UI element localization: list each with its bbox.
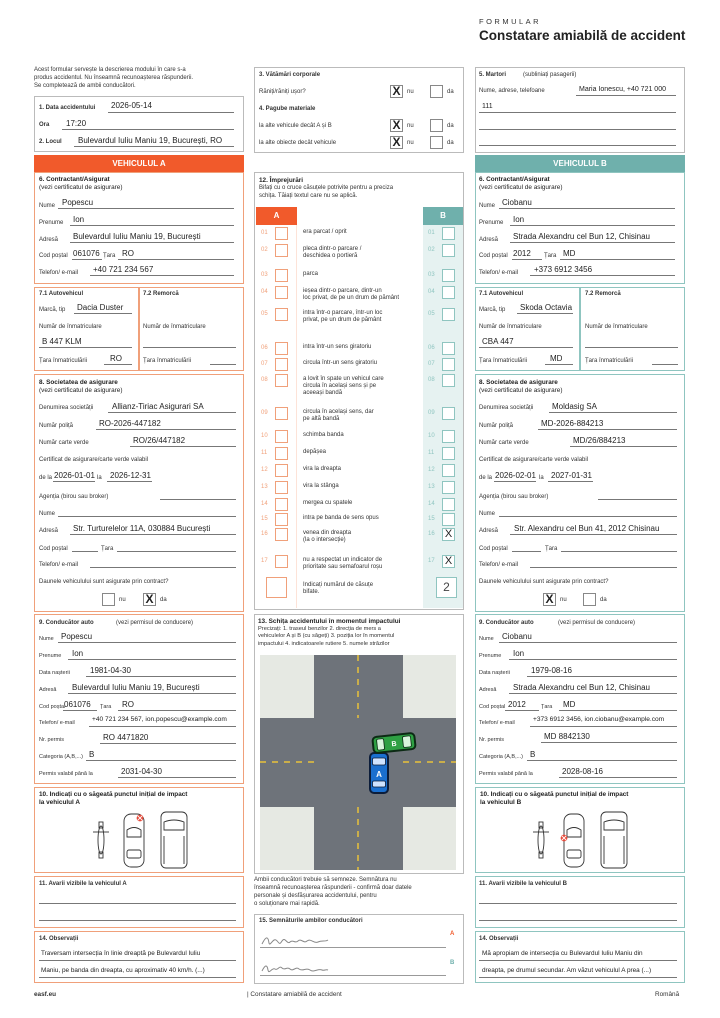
circ-checkbox-a-06[interactable]	[275, 342, 288, 355]
circ-num-a: 11	[261, 450, 268, 456]
insurer-b-valid-to[interactable]: 2027-01-31	[551, 471, 592, 480]
intro-text: Acest formular servește la descrierea modului în care s-a produs accidentul. Nu înseamnă recunoașterea răspunderii. Se completează de ambii conducători.	[34, 67, 194, 89]
damage-a-line[interactable]	[39, 903, 236, 904]
vehicle-a-reg-country[interactable]: RO	[110, 354, 122, 363]
circ-num-b: 02	[428, 247, 435, 253]
circ-num-a: 16	[261, 531, 268, 537]
circ-num-b: 10	[428, 433, 435, 439]
circ-checkbox-a-10[interactable]	[275, 430, 288, 443]
insurer-a-address[interactable]: Str. Turturelelor 11A, 030884 București	[73, 524, 211, 533]
driver-a-country[interactable]: RO	[122, 700, 134, 709]
damage-objects-yes-checkbox[interactable]	[430, 136, 443, 149]
circ-checkbox-a-02[interactable]	[275, 244, 288, 257]
form-kicker: FORMULAR	[479, 17, 542, 26]
circ-num-b: 09	[428, 410, 435, 416]
circ-checkbox-a-13[interactable]	[275, 481, 288, 494]
circ-checkbox-a-08[interactable]	[275, 374, 288, 387]
observations-b-line-1[interactable]: Mă apropiam de intersecția cu Bulevardul Iuliu Maniu din	[482, 950, 643, 957]
truck-top-icon	[601, 812, 627, 868]
circ-num-b: 12	[428, 467, 435, 473]
driver-b-category[interactable]: B	[530, 750, 536, 759]
driver-b-birthdate[interactable]: 1979-08-16	[531, 666, 572, 675]
driver-a-category[interactable]: B	[89, 750, 95, 759]
circ-num-b: 04	[428, 289, 435, 295]
signature-a[interactable]	[260, 934, 330, 948]
location-value[interactable]: Bulevardul Iuliu Maniu 19, București, RO	[78, 136, 223, 145]
date-value[interactable]: 2026-05-14	[111, 101, 152, 110]
damage-b-line[interactable]	[479, 920, 677, 921]
circ-checkbox-b-02[interactable]	[442, 244, 455, 257]
policyholder-a-address[interactable]: Bulevardul Iuliu Maniu 19, București	[73, 232, 201, 241]
damage-vehicles-yes-checkbox[interactable]	[430, 119, 443, 132]
circ-text-03: parca	[303, 271, 319, 277]
page-title: Constatare amiabilă de accident	[479, 28, 686, 43]
insured-a-yes-checkbox[interactable]: X	[143, 593, 156, 606]
circ-checkbox-b-11[interactable]	[442, 447, 455, 460]
circ-checkbox-b-10[interactable]	[442, 430, 455, 443]
circ-checkbox-b-14[interactable]	[442, 498, 455, 511]
circ-checkbox-a-09[interactable]	[275, 407, 288, 420]
circ-checkbox-b-04[interactable]	[442, 286, 455, 299]
signature-note: Ambii conducători trebuie să semneze. Semnătura nu înseamnă recunoașterea răspunderii - confirmă doar datele personale și desfășurarea accidentului, pentru o soluționare mai rapidă.	[254, 877, 412, 907]
policyholder-a-title: 6. Contractant/Asigurat (vezi certificatul de asigurare)	[39, 176, 123, 191]
circ-text-09: circula în același sens, dar pe altă bandă	[303, 409, 374, 423]
circ-num-a: 02	[261, 247, 268, 253]
circ-text-04: ieșea dintr-o parcare, dintr-un loc privat, de pe un drum de pământ	[303, 288, 400, 302]
policyholder-b-postcode[interactable]: 2012	[513, 249, 531, 258]
injuries-yes-checkbox[interactable]	[430, 85, 443, 98]
damage-a-title: 11. Avarii vizibile la vehiculul A	[39, 881, 127, 887]
circ-checkbox-a-03[interactable]	[275, 269, 288, 282]
circ-num-a: 05	[261, 311, 268, 317]
witnesses-value-2[interactable]: 111	[482, 103, 493, 110]
policyholder-b-title: 6. Contractant/Asigurat (vezi certificatul de asigurare)	[479, 176, 563, 191]
insurer-b-policy[interactable]: MD-2026-884213	[541, 419, 604, 428]
circ-checkbox-b-12[interactable]	[442, 464, 455, 477]
witnesses-title: 5. Martori	[479, 72, 507, 78]
circ-num-b: 05	[428, 311, 435, 317]
vehicle-b-reg-country[interactable]: MD	[550, 354, 563, 363]
insurer-a-green-card[interactable]: RO/26/447182	[133, 436, 186, 445]
damage-objects-no-checkbox[interactable]: X	[390, 136, 403, 149]
impact-point-a-title: 10. Indicați cu o săgeată punctul inițial de impact la vehiculul A	[39, 791, 188, 806]
time-value[interactable]: 17:20	[66, 119, 87, 128]
vehicle-b-make[interactable]: Skoda Octavia	[520, 303, 573, 312]
policyholder-b-surname[interactable]: Ciobanu	[502, 198, 532, 207]
driver-a-address[interactable]: Bulevardul Iuliu Maniu 19, București	[72, 683, 200, 692]
circ-text-05: intra într-o parcare, într-un loc privat, pe un drum de pământ	[303, 310, 383, 324]
insurer-b-name[interactable]: Moldasig SA	[552, 402, 597, 411]
damage-title: 4. Pagube materiale	[259, 106, 316, 112]
circumstances-title: 12. Împrejurări	[259, 177, 304, 184]
circ-num-a: 17	[261, 558, 268, 564]
column-b-header: B	[423, 207, 463, 225]
damage-vehicles-no-checkbox[interactable]: X	[390, 119, 403, 132]
truck-top-icon	[161, 812, 187, 868]
circ-text-11: depășea	[303, 449, 327, 455]
circ-text-07: circula într-un sens giratoriu	[303, 360, 378, 366]
circ-num-b: 16	[428, 531, 435, 537]
sketch-desc: Precizați: 1. traseul benzilor 2. direcția de mers a vehiculelor A și B (cu săgeți) 3. poziția lor în momentul impactului 4. indicatoarele rutiere 5. numele străzilor	[258, 626, 395, 647]
circ-checkbox-b-13[interactable]	[442, 481, 455, 494]
circ-checkbox-b-03[interactable]	[442, 269, 455, 282]
damage-objects-question: la alte obiecte decât vehicule	[259, 140, 337, 146]
circ-text-15: intra pe banda de sens opus	[303, 515, 379, 521]
observations-a-line-1[interactable]: Traversam intersecția în linie dreaptă pe Bulevardul Iuliu	[41, 950, 201, 957]
date-label: 1. Data accidentului	[39, 105, 96, 111]
circ-checkbox-b-01[interactable]	[442, 227, 455, 240]
driver-a-license[interactable]: RO 4471820	[103, 733, 149, 742]
circ-checkbox-b-07[interactable]	[442, 358, 455, 371]
circumstances-desc: Bifați cu o cruce căsuțele potrivite pentru a preciza schița. Tăiați textul care nu se aplică.	[259, 185, 394, 199]
circ-text-16: venea din dreapta (la o intersecție)	[303, 530, 352, 544]
circ-checkbox-a-04[interactable]	[275, 286, 288, 299]
circ-checkbox-b-16[interactable]: X	[442, 528, 455, 541]
injuries-question: Răniți/răniți ușor?	[259, 89, 306, 95]
motorcycle-icon	[93, 822, 109, 858]
circ-checkbox-a-17[interactable]	[275, 555, 288, 568]
policyholder-a-country[interactable]: RO	[122, 249, 134, 258]
vehicle-a-diagram[interactable]	[90, 810, 190, 870]
driver-a-license-valid[interactable]: 2031-04-30	[121, 767, 162, 776]
circ-num-a: 14	[261, 501, 268, 507]
circ-text-01: era parcat / oprit	[303, 229, 347, 235]
impact-point-b-title: 10. Indicați cu o săgeată punctul inițial de impact la vehiculul B	[480, 791, 629, 806]
circ-total-b[interactable]: 2	[436, 577, 457, 598]
circ-checkbox-a-16[interactable]	[275, 528, 288, 541]
injuries-title: 3. Vătămări corporale	[259, 72, 321, 78]
signature-b-label: B	[450, 960, 455, 966]
witnesses-label: Nume, adrese, telefoane	[479, 88, 545, 94]
signature-a-label: A	[450, 931, 455, 937]
circ-num-b: 08	[428, 377, 435, 383]
column-a-header: A	[256, 207, 297, 225]
motorcycle-icon	[533, 822, 549, 858]
circ-total-label: Indicați numărul de căsuțe bifate.	[303, 582, 374, 596]
car-top-icon	[564, 814, 584, 867]
circ-num-b: 14	[428, 501, 435, 507]
insurer-b-address[interactable]: Str. Alexandru cel Bun 41, 2012 Chisinau	[514, 524, 660, 533]
signature-b[interactable]	[260, 962, 330, 976]
circ-num-a: 08	[261, 377, 268, 383]
circ-num-b: 03	[428, 272, 435, 278]
car-a-label: A	[376, 770, 382, 779]
driver-b-license[interactable]: MD 8842130	[544, 732, 590, 741]
time-label: Ora	[39, 122, 50, 128]
driver-a-birthdate[interactable]: 1981-04-30	[90, 666, 131, 675]
vehicle-a-plate[interactable]: B 447 KLM	[42, 337, 82, 346]
witnesses-value[interactable]: Maria Ionescu, +40 721 000	[579, 86, 666, 93]
damage-b-title: 11. Avarii vizibile la vehiculul B	[479, 881, 567, 887]
car-b-icon	[372, 733, 415, 753]
circ-checkbox-a-01[interactable]	[275, 227, 288, 240]
circ-text-10: schimba banda	[303, 432, 344, 438]
vehicle-b-diagram[interactable]	[530, 810, 630, 870]
circ-checkbox-a-11[interactable]	[275, 447, 288, 460]
footer-language: Română	[655, 991, 680, 998]
circ-checkbox-a-14[interactable]	[275, 498, 288, 511]
insurer-a-policy[interactable]: RO-2026-447182	[99, 419, 161, 428]
vehicle-b-plate[interactable]: CBA 447	[482, 337, 514, 346]
circ-num-b: 17	[428, 558, 435, 564]
circ-text-02: pleca dintr-o parcare / deschidea o portieră	[303, 246, 362, 260]
driver-a-firstname[interactable]: Ion	[72, 649, 84, 658]
driver-a-postcode[interactable]: 061076	[64, 700, 91, 709]
policyholder-b-address[interactable]: Strada Alexandru cel Bun 12, Chisinau	[513, 232, 650, 241]
circ-checkbox-b-09[interactable]	[442, 407, 455, 420]
driver-a-contact[interactable]: +40 721 234 567, ion.popescu@example.com	[92, 716, 227, 723]
policyholder-a-phone[interactable]: +40 721 234 567	[93, 265, 154, 274]
circ-num-a: 15	[261, 516, 268, 522]
circ-num-a: 10	[261, 433, 268, 439]
circ-checkbox-a-07[interactable]	[275, 358, 288, 371]
vehicle-b-header: VEHICULUL B	[475, 155, 685, 173]
observations-b-line-2[interactable]: dreapta, pe drumul secundar. Am văzut vehiculul A prea (...)	[482, 967, 652, 974]
damage-vehicles-question: la alte vehicule decât A și B	[259, 123, 332, 129]
impact-point-a-icon	[137, 815, 144, 822]
driver-b-address[interactable]: Strada Alexandru cel Bun 12, Chisinau	[513, 683, 650, 692]
circ-num-a: 04	[261, 289, 268, 295]
circ-total-a[interactable]	[266, 577, 287, 598]
circ-text-14: mergea cu spatele	[303, 500, 353, 506]
circ-text-08: a lovit în spate un vehicul care circula în același sens și pe aceeași bandă	[303, 376, 384, 397]
policyholder-b-country[interactable]: MD	[563, 249, 576, 258]
circ-text-12: vira la dreapta	[303, 466, 342, 472]
circ-num-b: 01	[428, 230, 435, 236]
insured-b-no-checkbox[interactable]: X	[543, 593, 556, 606]
vehicle-a-make[interactable]: Dacia Duster	[77, 303, 124, 312]
driver-b-surname[interactable]: Ciobanu	[502, 632, 532, 641]
driver-b-postcode[interactable]: 2012	[508, 700, 526, 709]
location-label: 2. Locul	[39, 139, 62, 145]
insurer-b-green-card[interactable]: MD/26/884213	[573, 436, 626, 445]
driver-b-contact[interactable]: +373 6912 3456, ion.ciobanu@example.com	[533, 716, 665, 723]
signatures-title: 15. Semnăturile ambilor conducători	[259, 918, 363, 924]
insurer-a-valid-from[interactable]: 2026-01-01	[54, 471, 95, 480]
observations-b-title: 14. Observații	[479, 936, 519, 942]
section-witnesses	[475, 67, 685, 153]
sketch-title: 13. Schița accidentului în momentul impactului	[258, 618, 401, 625]
circ-checkbox-b-06[interactable]	[442, 342, 455, 355]
circ-num-a: 13	[261, 484, 268, 490]
policyholder-a-firstname[interactable]: Ion	[73, 215, 85, 224]
footer-doc-title: | Constatare amiabilă de accident	[247, 991, 342, 998]
insurer-a-title: 8. Societatea de asigurare (vezi certificatul de asigurare)	[39, 379, 123, 394]
circ-num-a: 06	[261, 345, 268, 351]
damage-b-line[interactable]	[479, 903, 677, 904]
driver-b-firstname[interactable]: Ion	[513, 649, 525, 658]
insurer-a-name[interactable]: Allianz-Tiriac Asigurari SA	[112, 402, 204, 411]
insured-a-no-checkbox[interactable]	[102, 593, 115, 606]
circ-checkbox-a-15[interactable]	[275, 513, 288, 526]
circ-checkbox-b-15[interactable]	[442, 513, 455, 526]
policyholder-a-postcode[interactable]: 061076	[73, 249, 100, 258]
impact-point-b-icon	[561, 835, 568, 842]
circ-num-b: 15	[428, 516, 435, 522]
vehicle-a-header: VEHICULUL A	[34, 155, 244, 173]
policyholder-a-surname[interactable]: Popescu	[62, 198, 94, 207]
circ-num-a: 03	[261, 272, 268, 278]
injuries-no-checkbox[interactable]: X	[390, 85, 403, 98]
circ-num-b: 11	[428, 450, 435, 456]
circ-num-a: 01	[261, 230, 268, 236]
circ-num-a: 12	[261, 467, 268, 473]
insurer-a-valid-to[interactable]: 2026-12-31	[110, 471, 151, 480]
insurer-b-title: 8. Societatea de asigurare (vezi certificatul de asigurare)	[479, 379, 563, 394]
circ-checkbox-b-08[interactable]	[442, 374, 455, 387]
circ-num-b: 06	[428, 345, 435, 351]
insured-b-yes-checkbox[interactable]	[583, 593, 596, 606]
circ-num-a: 07	[261, 361, 268, 367]
damage-a-line[interactable]	[39, 920, 236, 921]
circ-num-b: 13	[428, 484, 435, 490]
policyholder-b-phone[interactable]: +373 6912 3456	[534, 265, 593, 274]
driver-a-surname[interactable]: Popescu	[61, 632, 93, 641]
driver-b-license-valid[interactable]: 2028-08-16	[562, 767, 603, 776]
circ-text-13: vira la stânga	[303, 483, 339, 489]
observations-a-line-2[interactable]: Maniu, pe banda din dreapta, cu aproximativ 40 km/h. (...)	[41, 967, 205, 974]
circ-num-b: 07	[428, 361, 435, 367]
circ-checkbox-b-05[interactable]	[442, 308, 455, 321]
policyholder-b-firstname[interactable]: Ion	[513, 215, 525, 224]
circ-checkbox-b-17[interactable]: X	[442, 555, 455, 568]
circ-checkbox-a-05[interactable]	[275, 308, 288, 321]
circ-num-a: 09	[261, 410, 268, 416]
footer-site[interactable]: easf.eu	[34, 991, 57, 998]
circ-text-17: nu a respectat un indicator de prioritate sau semafoarul roșu	[303, 557, 383, 571]
circ-text-06: intra într-un sens giratoriu	[303, 344, 372, 350]
car-top-icon	[124, 814, 144, 867]
driver-b-country[interactable]: MD	[563, 700, 576, 709]
intersection-sketch[interactable]	[260, 655, 456, 870]
car-b-label: B	[391, 740, 398, 749]
observations-a-title: 14. Observații	[39, 936, 79, 942]
circ-checkbox-a-12[interactable]	[275, 464, 288, 477]
car-a-icon	[370, 753, 388, 793]
insurer-b-valid-from[interactable]: 2026-02-01	[495, 471, 536, 480]
